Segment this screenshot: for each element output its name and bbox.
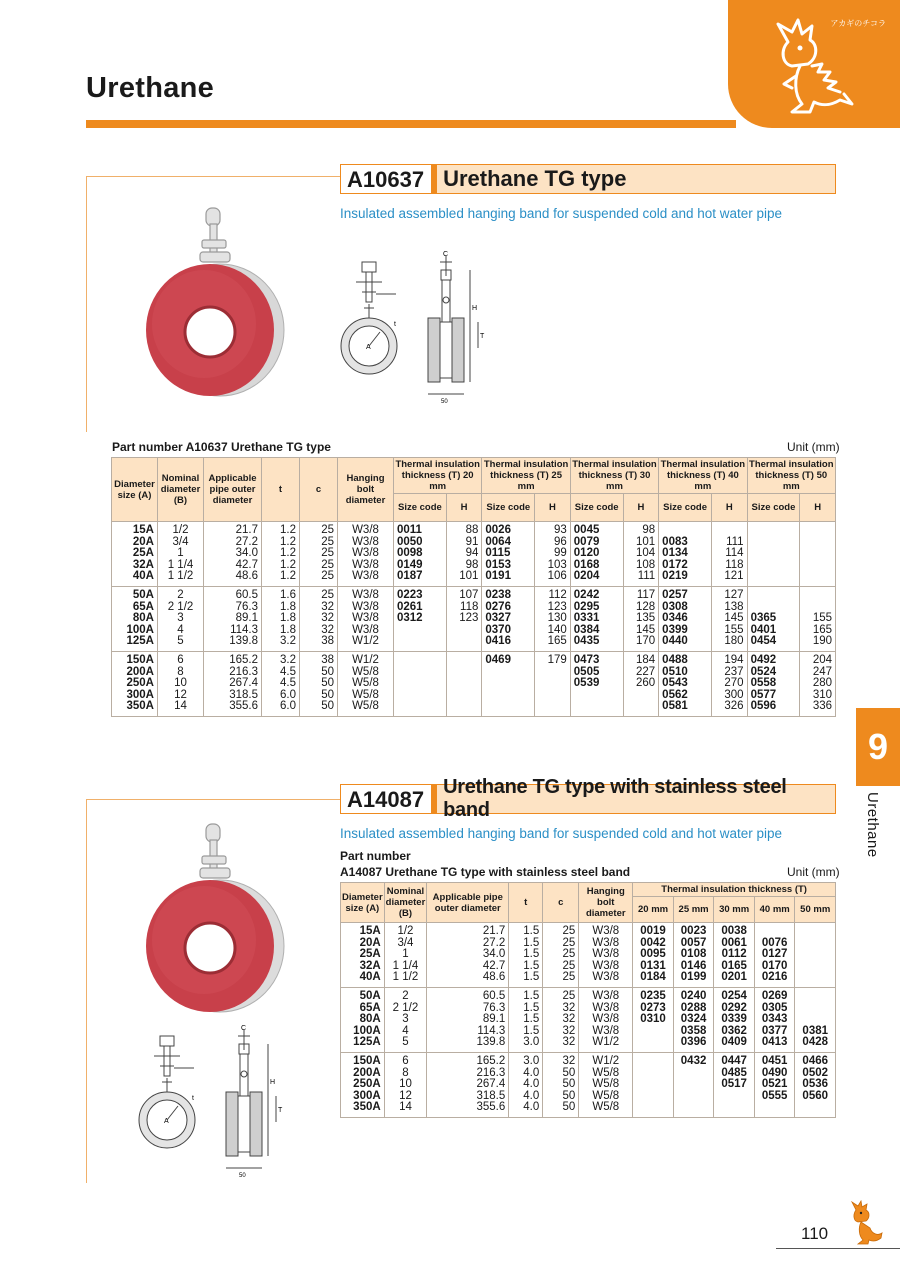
size-code-cell: 0023 0057 0108 0146 0199 [673,923,714,988]
bolt-cell: W1/2 W5/8 W5/8 W5/8 W5/8 [338,651,394,716]
section1-name: Urethane TG type [437,165,835,193]
bolt-cell: W1/2 W5/8 W5/8 W5/8 W5/8 [579,1052,633,1117]
size-code-cell: 0269 0305 0343 0377 0413 [754,987,795,1052]
size-code-cell: 0365 0401 0454 [747,586,800,651]
section2-subtitle: Insulated assembled hanging band for suspended cold and hot water pipe [340,826,783,841]
diameter-cell: 50A 65A 80A 100A 125A [112,586,158,651]
size-code-cell: 0257 0308 0346 0399 0440 [659,586,712,651]
section2-product-photo [140,820,290,1016]
mascot-small-icon [844,1200,884,1246]
c-cell: 32 50 50 50 50 [543,1052,579,1117]
size-code-cell [633,1052,674,1117]
drawing-c: C [443,251,449,258]
size-code-cell: 0038 0061 0112 0165 0201 [714,923,755,988]
section2-unit: Unit (mm) [787,865,840,879]
mascot-eye [798,46,803,51]
bolt-cell: W3/8 W3/8 W3/8 W3/8 W3/8 [579,923,633,988]
t-cell: 3.0 4.0 4.0 4.0 4.0 [509,1052,543,1117]
drawing-t-small: t [394,321,396,328]
outer-diameter-cell: 165.2 216.3 267.4 318.5 355.6 [427,1052,509,1117]
h-cell: 127 138 145 155 180 [711,586,747,651]
nominal-cell: 6 8 10 12 14 [158,651,204,716]
outer-diameter-cell: 21.7 27.2 34.0 42.7 48.6 [427,923,509,988]
size-code-cell: 0469 [482,651,535,716]
diameter-cell: 150A 200A 250A 300A 350A [112,651,158,716]
size-code-cell: 0488 0510 0543 0562 0581 [659,651,712,716]
h-cell: 112 123 130 140 165 [535,586,571,651]
nominal-cell: 1/2 3/4 1 1 1/4 1 1/2 [158,522,204,587]
diameter-cell: 50A 65A 80A 100A 125A [341,987,385,1052]
section1-part-caption: Part number A10637 Urethane TG type [112,440,331,454]
size-code-cell: 0254 0292 0339 0362 0409 [714,987,755,1052]
size-code-cell: 0083 0134 0172 0219 [659,522,712,587]
diameter-cell: 15A 20A 25A 32A 40A [341,923,385,988]
section2-code: A14087 [341,785,437,813]
h-cell: 184 227 260 [623,651,659,716]
drawing2-c: C [241,1025,247,1032]
size-code-cell: 0026 0064 0115 0153 0191 [482,522,535,587]
section2-table: Diameter size (A) Nominal diameter (B) Applicable pipe outer diameter t c Hanging bolt diameter Thermal insulation thickness (T) 20 mm 25 mm 30 mm 40 mm 50 mm 15A 20A 25A 32A 40A 1/2 3/4 1 1 1/4 1 1/2 21.7 27.2 34.0 42.7 48.6 1.5 1.5 1.5 1.5 1.5 25 25 25 25 25 W3/8 W3/8 W3/8 W3/8 W3/8 0019 0042 0095 0131 0184 0023 0057 0108 0146 0199 0038 0061 0112 0165 0201 0076 0127 0170 0216 50A 65A 80A 100A 125A 2 2 1/2 3 4 5 60.5 76.3 89.1 114.3 139.8 1.5 1.5 1.5 1.5 3.0 25 32 32 32 32 W3/8 W3/8 W3/8 W3/8 W1/2 0235 0273 0310 0240 0288 0324 0358 0396 0254 0292 0339 0362 0409 0269 0305 0343 0377 0413 0381 0428 150A 200A 250A 300A 350A 6 8 10 12 14 165.2 216.3 267.4 318.5 355.6 3.0 4.0 4.0 4.0 4.0 32 50 50 50 50 W1/2 W5/8 W5/8 W5/8 W5/8 0432 0447 0485 0517 0451 0490 0521 0555 0466 0502 0536 0560 [340,882,836,1118]
size-code-cell: 0011 0050 0098 0149 0187 [394,522,447,587]
bolt-cell: W3/8 W3/8 W3/8 W3/8 W1/2 [338,586,394,651]
section2-frame-v [86,799,87,1183]
section2-heading [340,776,836,821]
section2-drawing [138,1022,298,1182]
t-cell: 1.5 1.5 1.5 1.5 1.5 [509,923,543,988]
size-code-cell: 0238 0276 0327 0370 0416 [482,586,535,651]
size-code-cell [795,923,836,988]
drawing2-t: T [278,1107,283,1114]
footer-rule [776,1248,900,1249]
outer-diameter-cell: 60.5 76.3 89.1 114.3 139.8 [204,586,262,651]
h-cell [800,522,836,587]
h-cell: 194 237 270 300 326 [711,651,747,716]
c-cell: 25 32 32 32 32 [543,987,579,1052]
size-code-cell: 0045 0079 0120 0168 0204 [570,522,623,587]
drawing2-h: H [270,1079,276,1086]
h-cell: 111 114 118 121 [711,522,747,587]
h-cell [446,651,482,716]
c-cell: 25 25 25 25 25 [300,522,338,587]
h-cell: 88 91 94 98 101 [446,522,482,587]
drawing2-50: 50 [239,1173,246,1179]
section1-drawing [340,248,500,408]
table-row [112,586,836,651]
table-row [341,987,836,1052]
chapter-tab: 9 [856,708,900,786]
nominal-cell: 2 2 1/2 3 4 5 [384,987,427,1052]
section1-heading [340,164,836,194]
c-cell: 38 50 50 50 50 [300,651,338,716]
section2-part-label: Part number [340,849,411,863]
brand-tab [728,0,900,128]
outer-diameter-cell: 60.5 76.3 89.1 114.3 139.8 [427,987,509,1052]
nominal-cell: 6 8 10 12 14 [384,1052,427,1117]
nominal-cell: 2 2 1/2 3 4 5 [158,586,204,651]
section2-name: Urethane TG type with stainless steel band [437,785,835,813]
table-row [341,923,836,988]
c-cell: 25 32 32 32 38 [300,586,338,651]
drawing-t: T [480,333,485,340]
mascot-icon [748,14,868,120]
nominal-cell: 1/2 3/4 1 1 1/4 1 1/2 [384,923,427,988]
hanger-bracket [200,208,230,262]
section1-table: Diameter size (A) Nominal diameter (B) Applicable pipe outer diameter t c Hanging bolt diameter Thermal insulation thickness (T) 20 mm Thermal insulation thickness (T) 25 mm Thermal insulation thickness (T) 30 mm Thermal insulation thickness (T) 40 mm Thermal insulation thickness (T) 50 mm Size code H Size code H Size code H Size code H Size code H 15A 20A 25A 32A 40A 1/2 3/4 1 1 1/4 1 1/2 21.7 27.2 34.0 42.7 48.6 1.2 1.2 1.2 1.2 1.2 25 25 25 25 25 W3/8 W3/8 W3/8 W3/8 W3/8 0011 0050 0098 0149 0187 88 91 94 98 101 0026 0064 0115 0153 0191 93 96 99 103 106 0045 0079 0120 0168 0204 98 101 104 108 111 0083 0134 0172 0219 111 114 118 121 50A 65A 80A 100A 125A 2 2 1/2 3 4 5 60.5 76.3 89.1 114.3 139.8 1.6 1.8 1.8 1.8 3.2 25 32 32 32 38 W3/8 W3/8 W3/8 W3/8 W1/2 0223 0261 0312 107 118 123 0238 0276 0327 0370 0416 112 123 130 140 165 0242 0295 0331 0384 0435 117 128 135 145 170 0257 0308 0346 0399 0440 127 138 145 155 180 0365 0401 0454 155 165 190 150A 200A 250A 300A 350A 6 8 10 12 14 165.2 216.3 267.4 318.5 355.6 3.2 4.5 4.5 6.0 6.0 38 50 50 50 50 W1/2 W5/8 W5/8 W5/8 W5/8 0469 179 0473 0505 0539 184 227 260 0488 0510 0543 0562 0581 194 237 270 300 326 0492 0524 0558 0577 0596 204 247 280 310 336 [111,457,836,717]
t-cell: 1.6 1.8 1.8 1.8 3.2 [262,586,300,651]
t-cell: 1.2 1.2 1.2 1.2 1.2 [262,522,300,587]
t-cell: 3.2 4.5 4.5 6.0 6.0 [262,651,300,716]
outer-diameter-cell: 165.2 216.3 267.4 318.5 355.6 [204,651,262,716]
size-code-cell: 0492 0524 0558 0577 0596 [747,651,800,716]
size-code-cell: 0432 [673,1052,714,1117]
table-row [112,522,836,587]
size-code-cell: 0019 0042 0095 0131 0184 [633,923,674,988]
h-cell: 117 128 135 145 170 [623,586,659,651]
bolt-cell: W3/8 W3/8 W3/8 W3/8 W1/2 [579,987,633,1052]
size-code-cell: 0240 0288 0324 0358 0396 [673,987,714,1052]
size-code-cell: 0223 0261 0312 [394,586,447,651]
drawing-50: 50 [441,399,448,405]
h-cell: 204 247 280 310 336 [800,651,836,716]
drawing2-a: A [164,1118,169,1125]
size-code-cell: 0451 0490 0521 0555 [754,1052,795,1117]
drawing2-t-small: t [192,1095,194,1102]
section2-part-caption: A14087 Urethane TG type with stainless steel band [340,865,631,879]
section1-unit: Unit (mm) [787,440,840,454]
size-code-cell: 0242 0295 0331 0384 0435 [570,586,623,651]
size-code-cell: 0381 0428 [795,987,836,1052]
section1-code: A10637 [341,165,437,193]
h-cell: 155 165 190 [800,586,836,651]
size-code-cell: 0473 0505 0539 [570,651,623,716]
section1-frame-v [86,176,87,432]
page-number: 110 [801,1224,829,1243]
section1-part-code: A10637 [185,440,228,454]
section1-subtitle: Insulated assembled hanging band for suspended cold and hot water pipe [340,206,783,221]
size-code-cell [747,522,800,587]
size-code-cell: 0447 0485 0517 [714,1052,755,1117]
size-code-cell: 0235 0273 0310 [633,987,674,1052]
diameter-cell: 150A 200A 250A 300A 350A [341,1052,385,1117]
hanger-bracket-2 [200,824,230,878]
section2-part-code: A14087 [340,865,383,879]
outer-diameter-cell: 21.7 27.2 34.0 42.7 48.6 [204,522,262,587]
table-row [341,1052,836,1117]
t-cell: 1.5 1.5 1.5 1.5 3.0 [509,987,543,1052]
drawing-h: H [472,305,478,312]
header-rule [86,120,736,128]
drawing-a: A [366,344,371,351]
section2-frame-h [86,799,340,800]
section1-product-photo [140,204,290,400]
brand-name: アカギのチコラ [830,19,886,28]
h-cell: 93 96 99 103 106 [535,522,571,587]
page-title: Urethane [86,72,215,104]
bolt-cell: W3/8 W3/8 W3/8 W3/8 W3/8 [338,522,394,587]
section1-frame-h [86,176,340,177]
h-cell: 107 118 123 [446,586,482,651]
c-cell: 25 25 25 25 25 [543,923,579,988]
chapter-label: Urethane [864,792,881,858]
h-cell: 98 101 104 108 111 [623,522,659,587]
table-row [112,651,836,716]
size-code-cell [394,651,447,716]
diameter-cell: 15A 20A 25A 32A 40A [112,522,158,587]
h-cell: 179 [535,651,571,716]
size-code-cell: 0466 0502 0536 0560 [795,1052,836,1117]
size-code-cell: 0076 0127 0170 0216 [754,923,795,988]
